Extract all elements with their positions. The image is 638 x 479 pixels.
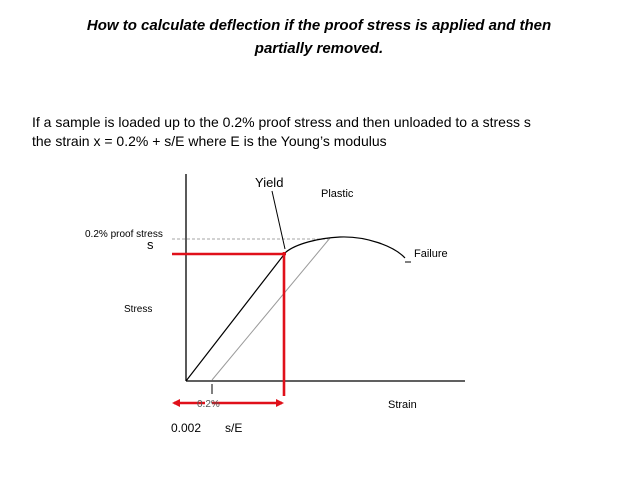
offset-line xyxy=(212,238,330,380)
title-line-2: partially removed. xyxy=(254,40,384,57)
description-line-1: If a sample is loaded up to the 0.2% proof stress and then unloaded to a stress s xyxy=(32,114,531,130)
title-line-1: How to calculate deflection if the proof stress is applied and then xyxy=(86,17,552,34)
yield-pointer xyxy=(272,191,285,249)
label-proof-stress: 0.2% proof stress xyxy=(85,229,163,240)
label-offset-value: 0.002 xyxy=(171,421,202,435)
stress-strain-curve xyxy=(186,237,405,381)
label-plastic: Plastic xyxy=(321,188,354,200)
label-yield: Yield xyxy=(255,175,284,190)
label-s-over-e: s/E xyxy=(225,421,243,435)
description-line-2: the strain x = 0.2% + s/E where E is the Young’s modulus xyxy=(32,133,387,149)
label-strain: Strain xyxy=(388,399,417,411)
label-stress: Stress xyxy=(124,304,153,315)
label-offset-strain: 0.2% xyxy=(197,399,220,410)
label-s: s xyxy=(147,237,154,252)
label-failure: Failure xyxy=(414,248,448,260)
